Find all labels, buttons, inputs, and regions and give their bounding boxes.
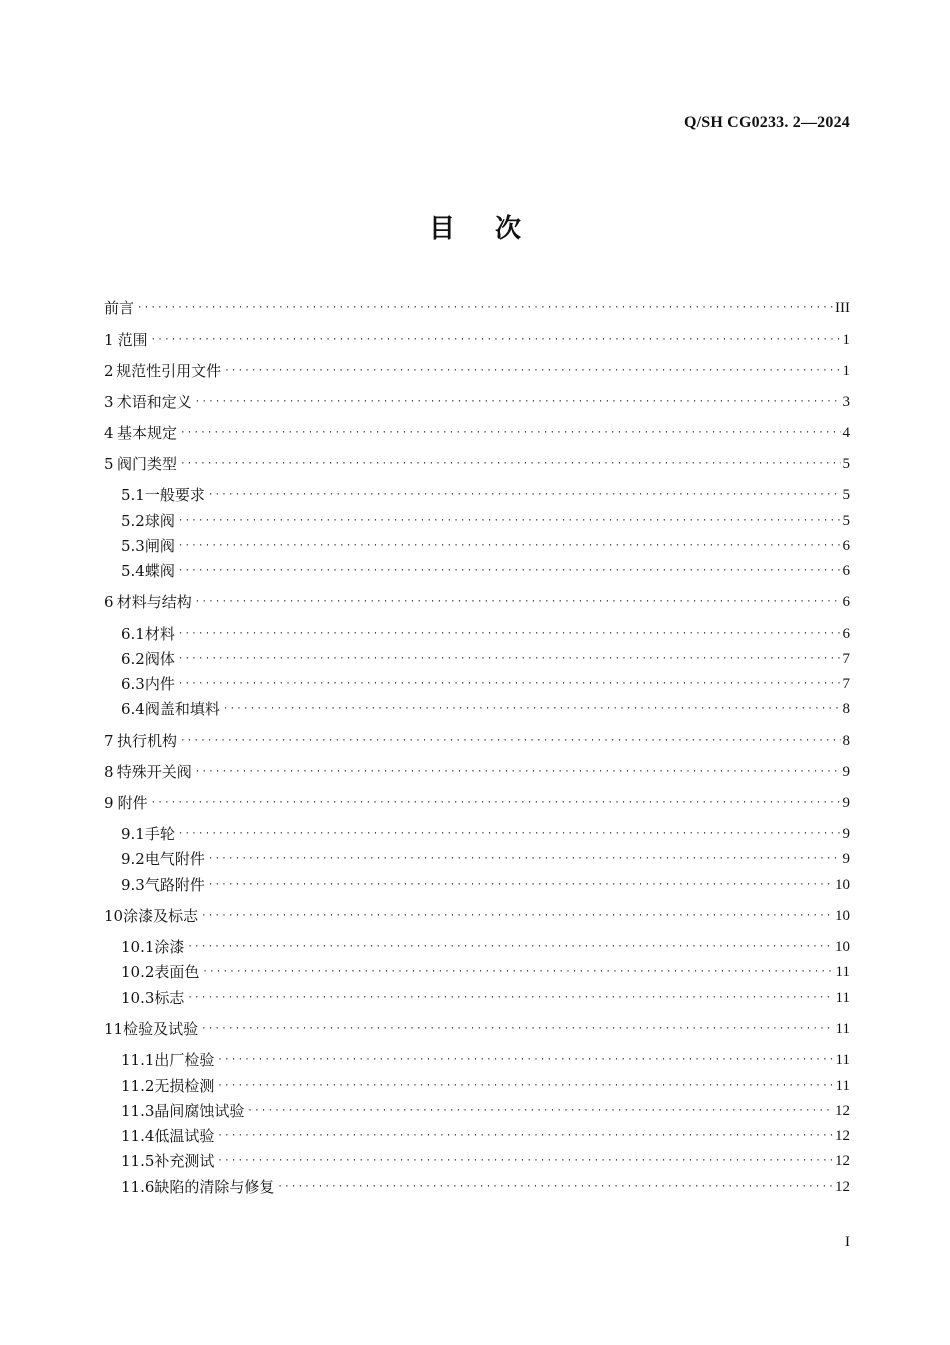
dot-leader [151,330,841,350]
toc-entry[interactable] [121,849,850,869]
toc-entry-number: 10.2 [121,963,155,981]
toc-entry-label: 闸阀 [144,537,175,555]
toc-entry[interactable] [104,762,850,782]
toc-entry[interactable] [121,1177,850,1197]
toc-entry-page: 11 [835,1078,850,1094]
toc-entry-label: 涂漆 [154,938,185,956]
toc-entry[interactable] [104,423,850,443]
toc-entry-page: 3 [842,394,850,410]
dot-leader [201,1019,833,1039]
toc-entry[interactable] [121,649,850,669]
toc-entry[interactable] [121,1151,850,1171]
toc-entry-number: 9.1 [121,825,145,843]
toc-entry-number: 6.4 [121,700,145,718]
dot-leader [247,1101,833,1121]
toc-entry-number: 5.1 [121,486,145,504]
toc-entry-label: 规范性引用文件 [116,362,222,380]
dot-leader [178,511,841,531]
toc-entry-page: 10 [835,908,850,924]
toc-entry-label: 阀门类型 [117,455,178,473]
dot-leader [224,361,840,381]
toc-entry-label: 材料 [144,625,175,643]
toc-entry-page: 8 [842,701,850,717]
page-number: I [845,1234,850,1250]
toc-entry-label: 基本规定 [117,424,178,442]
toc-entry-label: 无损检测 [154,1077,215,1095]
standard-code: Q/SH CG0233. 2—2024 [683,114,850,131]
dot-leader [223,699,841,719]
toc-entry-page: 5 [842,487,850,503]
toc-entry-page: 9 [842,764,850,780]
toc-entry-page: 1 [842,363,850,379]
dot-leader [137,298,833,318]
toc-entry-label: 涂漆及标志 [123,907,199,925]
toc-entry-number: 5.2 [121,512,145,530]
dot-leader [180,731,840,751]
toc-entry[interactable] [121,988,850,1008]
toc-entry-number: 8 [104,763,114,781]
dot-leader [195,592,841,612]
dot-leader [187,988,833,1008]
dot-leader [195,762,841,782]
toc-entry-label: 一般要求 [144,486,205,504]
toc-entry-page: 12 [835,1103,850,1119]
toc-entry-number: 5 [104,455,114,473]
toc-entry-number: 10 [104,907,124,925]
dot-leader [178,824,841,844]
toc-entry-label: 术语和定义 [116,393,192,411]
toc-entry-label: 手轮 [144,825,175,843]
toc-entry[interactable] [121,937,850,957]
toc-entry-page: 8 [842,733,850,749]
toc-entry-label: 电气附件 [144,850,205,868]
toc-entry-page: 12 [835,1128,850,1144]
toc-entry-number: 2 [104,362,114,380]
toc-entry[interactable] [121,561,850,581]
toc-entry-page: 11 [835,1052,850,1068]
dot-leader [178,649,841,669]
toc-entry-page: 11 [835,1021,850,1037]
toc-entry-label: 气路附件 [144,876,205,894]
toc-entry-number: 9.3 [121,876,145,894]
toc-entry-label: 球阀 [144,512,175,530]
toc-entry[interactable] [121,875,850,895]
toc-entry-label: 材料与结构 [116,593,192,611]
dot-leader [180,454,840,474]
toc-entry-page: 9 [842,851,850,867]
toc-entry[interactable] [104,592,850,612]
toc-entry-number: 1 [104,331,114,349]
toc-entry-number: 9 [104,794,114,812]
toc-entry-label: 标志 [154,989,185,1007]
toc-entry-number: 11.3 [121,1102,155,1120]
toc-entry[interactable] [121,485,850,505]
toc-entry-number: 3 [104,393,114,411]
toc-entry[interactable] [121,962,850,982]
toc-entry-label: 低温试验 [154,1127,215,1145]
toc-entry-page: 6 [842,563,850,579]
toc-entry-number: 6 [104,593,114,611]
toc-entry[interactable] [121,536,850,556]
toc-entry-label: 表面色 [154,963,200,981]
toc-entry-page: 7 [842,651,850,667]
dot-leader [202,962,833,982]
toc-entry[interactable] [121,699,850,719]
toc-entry[interactable] [104,793,850,813]
toc-entry-number: 9.2 [121,850,145,868]
toc-entry-page: 5 [842,456,850,472]
dot-leader [208,849,841,869]
page-title: 目次 [428,214,561,244]
toc-entry-page: III [835,300,850,316]
toc-entry-page: 10 [835,939,850,955]
toc-entry-number: 10.1 [121,938,155,956]
toc-entry-number: 7 [104,732,114,750]
toc-entry[interactable] [104,330,850,350]
dot-leader [217,1050,833,1070]
toc-entry-page: 6 [842,594,850,610]
toc-entry-page: 10 [835,877,850,893]
toc-entry-number: 11.5 [121,1152,155,1170]
toc-entry[interactable] [121,1076,850,1096]
toc-entry-number: 6.3 [121,675,145,693]
toc-entry-label: 补充测试 [154,1152,215,1170]
dot-leader [195,392,841,412]
toc-entry-number: 5.3 [121,537,145,555]
toc-entry-label: 缺陷的清除与修复 [154,1178,275,1196]
dot-leader [178,561,841,581]
toc-entry-number: 11 [104,1020,124,1038]
toc-entry[interactable] [121,624,850,644]
dot-leader [217,1151,833,1171]
toc-entry-number: 11.6 [121,1178,155,1196]
dot-leader [151,793,841,813]
toc-entry[interactable] [121,511,850,531]
dot-leader [217,1076,833,1096]
toc-entry-number: 6.1 [121,625,145,643]
dot-leader [178,674,841,694]
dot-leader [201,906,833,926]
toc-entry-label: 范围 [117,331,148,349]
toc-entry[interactable] [121,1050,850,1070]
toc-entry-label: 内件 [144,675,175,693]
toc-entry-label: 蝶阀 [144,562,175,580]
toc-entry-page: 6 [842,538,850,554]
toc-entry[interactable] [104,361,850,381]
toc-entry-label: 检验及试验 [123,1020,199,1038]
toc-entry-number: 11.1 [121,1051,155,1069]
toc-entry-number: 6.2 [121,650,145,668]
dot-leader [277,1177,833,1197]
toc-entry-page: 11 [835,964,850,980]
toc-entry-number: 4 [104,424,114,442]
dot-leader [187,937,833,957]
dot-leader [180,423,840,443]
toc-entry[interactable] [121,824,850,844]
toc-entry[interactable] [104,906,850,926]
dot-leader [217,1126,833,1146]
toc-entry[interactable] [104,731,850,751]
toc-entry-page: 4 [842,425,850,441]
toc-entry-label: 出厂检验 [154,1051,215,1069]
toc-entry-number: 10.3 [121,989,155,1007]
dot-leader [208,485,841,505]
toc-entry[interactable] [104,1019,850,1039]
toc-entry-page: 11 [835,990,850,1006]
toc-entry-label: 前言 [104,299,135,317]
toc-entry-number: 5.4 [121,562,145,580]
toc-entry-page: 1 [842,332,850,348]
toc-entry[interactable] [104,298,850,318]
toc-entry-page: 12 [835,1179,850,1195]
toc-entry-page: 5 [842,513,850,529]
toc-entry-page: 9 [842,795,850,811]
toc-entry-page: 6 [842,626,850,642]
dot-leader [178,536,841,556]
toc-entry-label: 执行机构 [117,732,178,750]
toc-entry-label: 特殊开关阀 [116,763,192,781]
toc-entry[interactable] [121,1126,850,1146]
toc-entry-label: 晶间腐蚀试验 [154,1102,245,1120]
toc-entry-page: 9 [842,826,850,842]
toc-entry-number: 11.4 [121,1127,155,1145]
toc-entry[interactable] [104,392,850,412]
toc-entry-label: 附件 [117,794,148,812]
toc-entry-page: 7 [842,676,850,692]
toc-entry-label: 阀体 [144,650,175,668]
toc-entry-label: 阀盖和填料 [144,700,220,718]
toc-entry[interactable] [104,454,850,474]
toc-entry[interactable] [121,674,850,694]
dot-leader [208,875,833,895]
toc-entry-page: 12 [835,1153,850,1169]
toc-entry[interactable] [121,1101,850,1121]
toc-entry-number: 11.2 [121,1077,155,1095]
dot-leader [178,624,841,644]
